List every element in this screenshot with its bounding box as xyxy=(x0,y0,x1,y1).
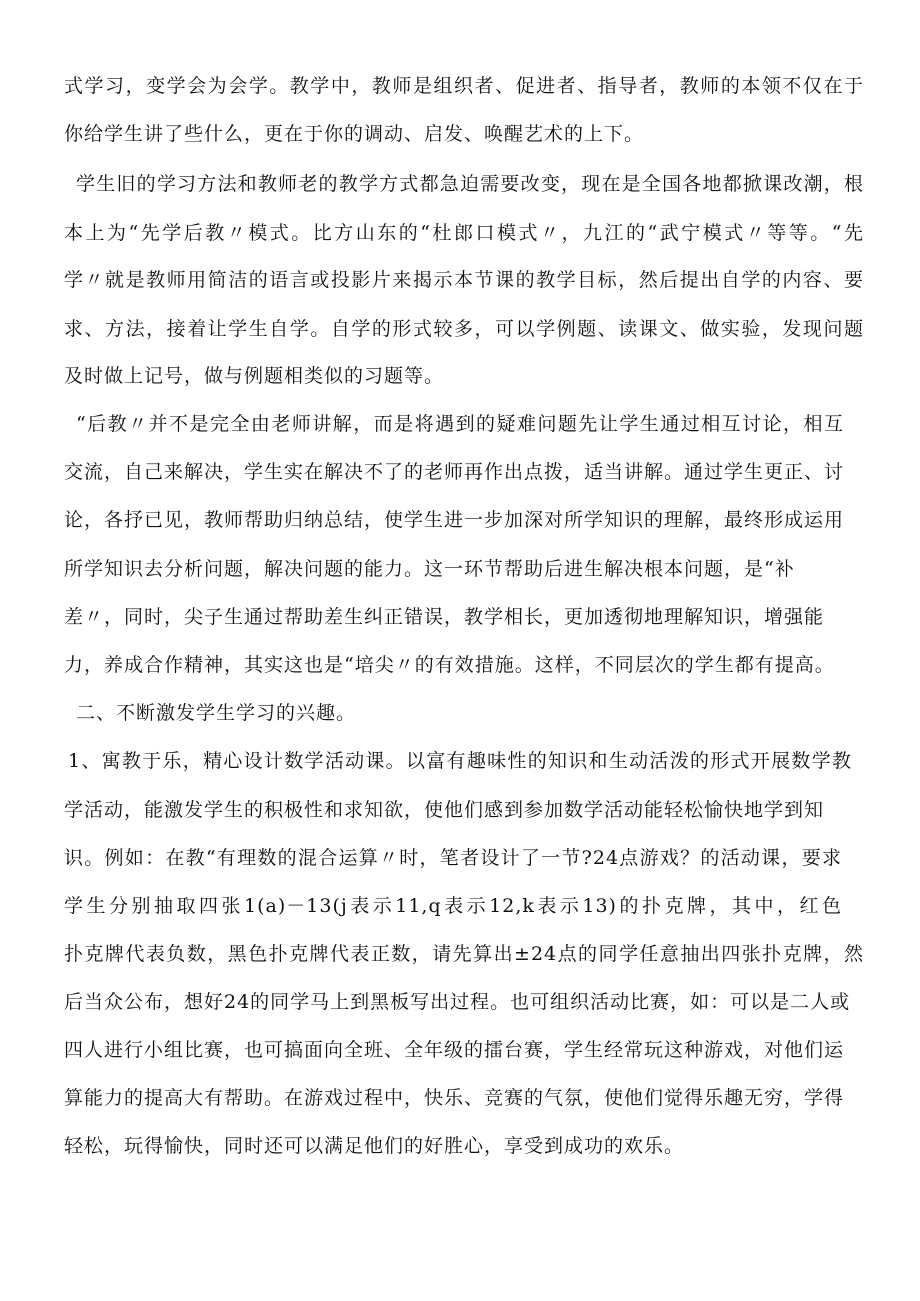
text-line: 交流，自己来解决，学生实在解决不了的老师再作出点拨，适当讲解。通过学生更正、讨 xyxy=(64,461,845,483)
text-line: 所学知识去分析问题，解决问题的能力。这一环节帮助后进生解决根本问题，是“补 xyxy=(64,558,795,580)
text-line: 学活动，能激发学生的积极性和求知欲，使他们感到参加数学活动能轻松愉快地学到知 xyxy=(64,799,825,821)
section-heading: 二、不断激发学生学习的兴趣。 xyxy=(76,702,357,724)
paragraph-first-line: “后教〃并不是完全由老师讲解，而是将遇到的疑难问题先让学生通过相互讨论，相互 xyxy=(76,413,844,435)
text-line: 识。例如：在教“有理数的混合运算〃时，笔者设计了一节?24点游戏？的活动课，要求 xyxy=(64,847,842,869)
text-line: 本上为“先学后教〃模式。比方山东的“杜郎口模式〃，九江的“武宁模式〃等等。“先 xyxy=(64,222,864,244)
text-line: 四人进行小组比赛，也可搞面向全班、全年级的擂台赛，学生经常玩这种游戏，对他们运 xyxy=(64,1039,845,1061)
text-line: 力，养成合作精神，其实这也是“培尖〃的有效措施。这样，不同层次的学生都有提高。 xyxy=(64,654,835,676)
text-line: 学生分别抽取四张1(a)－13(j表示11,q表示12,k表示13)的扑克牌，其中，红色 xyxy=(64,895,842,917)
text-line: 论，各抒已见，教师帮助归纳总结，使学生进一步加深对所学知识的理解，最终形成运用 xyxy=(64,509,845,531)
text-line: 你给学生讲了些什么，更在于你的调动、启发、唤醒艺术的上下。 xyxy=(64,123,645,145)
text-line: 后当众公布，想好24的同学马上到黑板写出过程。也可组织活动比赛，如：可以是二人或 xyxy=(64,991,851,1013)
text-line: 扑克牌代表负数，黑色扑克牌代表正数，请先算出±24点的同学任意抽出四张扑克牌，然 xyxy=(64,943,864,965)
text-line: 差〃，同时，尖子生通过帮助差生纠正错误，教学相长，更加透彻地理解知识，增强能 xyxy=(64,606,825,628)
text-line: 学〃就是教师用简洁的语言或投影片来揭示本节课的教学目标，然后提出自学的内容、要 xyxy=(64,269,864,291)
paragraph-first-line: 1、寓教于乐，精心设计数学活动课。以富有趣味性的知识和生动活泼的形式开展数学教 xyxy=(68,750,852,772)
paragraph-first-line: 学生旧的学习方法和教师老的教学方式都急迫需要改变，现在是全国各地都掀课改潮，根 xyxy=(76,173,864,195)
text-line: 及时做上记号，做与例题相类似的习题等。 xyxy=(64,365,445,387)
text-line: 轻松，玩得愉快，同时还可以满足他们的好胜心，享受到成功的欢乐。 xyxy=(64,1135,685,1157)
text-line: 算能力的提高大有帮助。在游戏过程中，快乐、竞赛的气氛，使他们觉得乐趣无穷，学得 xyxy=(64,1087,845,1109)
text-line: 求、方法，接着让学生自学。自学的形式较多，可以学例题、读课文、做实验，发现问题 xyxy=(64,318,864,340)
text-line: 式学习，变学会为会学。教学中，教师是组织者、促进者、指导者，教师的本领不仅在于 xyxy=(64,75,864,97)
